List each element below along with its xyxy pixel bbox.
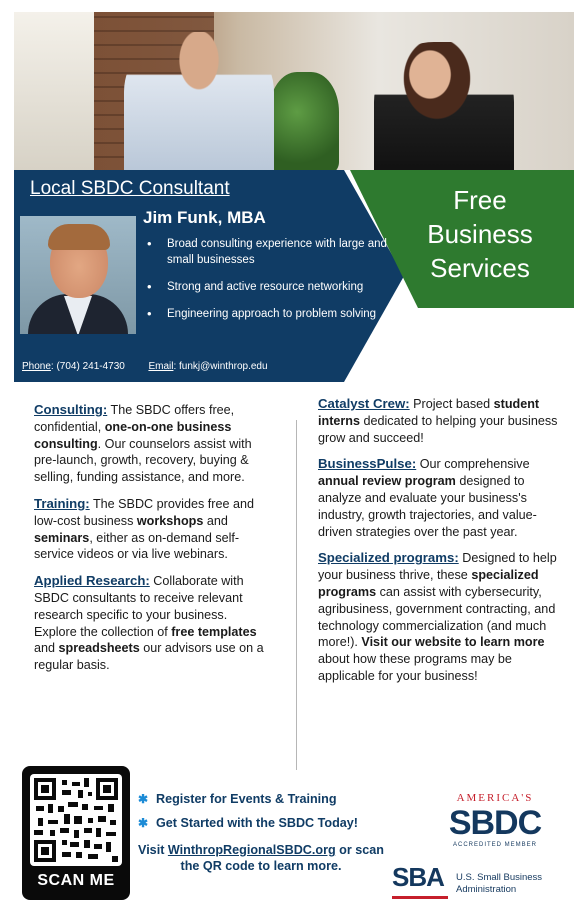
consultant-photo [20, 216, 136, 334]
consulting-heading: Consulting: [34, 402, 108, 417]
research-text: and [34, 641, 59, 656]
sba-line: Administration [456, 884, 517, 895]
phone-number[interactable]: : (704) 241-4730 [50, 361, 125, 372]
pulse-text: designed to analyze and evaluate your business's industry, growth trajectories, and value-driven strategies over the past year. [318, 474, 537, 539]
catalyst-section [318, 396, 562, 446]
sbdc-logo-top: AMERICA'S [456, 792, 534, 804]
email-address[interactable]: : funkj@winthrop.edu [173, 361, 268, 372]
sba-logo-mark: SBA [392, 862, 444, 892]
tagline-line: Services [430, 253, 530, 283]
sbdc-logo-bottom: ACCREDITED MEMBER [452, 842, 537, 848]
research-bold: free templates [171, 624, 257, 639]
visit-suffix: or scan the QR code to learn more. [180, 843, 384, 873]
bullet-item: • Broad consulting experience with large and small businesses [147, 236, 387, 268]
research-section [34, 573, 270, 674]
sbdc-logo-main: SBDC [448, 804, 542, 842]
cta-get-started-label: Get Started with the SBDC Today! [156, 816, 358, 830]
bullet-item: • Strong and active resource networking [147, 279, 387, 295]
training-bold: workshops [136, 513, 204, 528]
research-text: Collaborate with SBDC consultants to receive relevant research specific to your business. Explore the collection of [34, 574, 244, 639]
training-text: The SBDC provides free and low-cost business [34, 496, 254, 528]
consultant-banner-title: Local SBDC Consultant [30, 178, 230, 199]
hero-window [14, 12, 94, 170]
training-text: , either as on-demand self-service videos or via live webinars. [34, 530, 240, 562]
pulse-text: Our comprehensive [416, 457, 530, 472]
catalyst-bold: student interns [318, 397, 540, 428]
consultant-contact [22, 361, 268, 372]
website-link[interactable]: WinthropRegionalSBDC.org [167, 843, 336, 857]
asterisk-bullet-icon: ✱ [138, 792, 149, 806]
phone-label: Phone [22, 361, 51, 372]
consulting-text: The SBDC offers free, confidential, [34, 403, 235, 434]
sba-logo [392, 862, 572, 906]
asterisk-bullet-icon: ✱ [138, 816, 149, 830]
consulting-section [34, 402, 270, 486]
scan-me-label: SCAN ME [37, 872, 115, 889]
consultant-name: Jim Funk, MBA [143, 208, 266, 227]
catalyst-text: Project based [409, 397, 494, 411]
bullet-item: • Engineering approach to problem solving [147, 306, 387, 322]
consulting-text: . Our counselors assist with pre-launch, growth, recovery, buying & selling, funding assistance, and more. [34, 436, 252, 485]
training-section [34, 496, 270, 563]
pulse-section [318, 456, 562, 540]
specialized-bold: specialized programs [318, 568, 539, 599]
cta-item-register[interactable] [138, 792, 388, 806]
catalyst-heading: Catalyst Crew: [318, 396, 410, 411]
sba-logo-text [456, 872, 542, 896]
training-bold: seminars [34, 530, 90, 545]
research-text: our advisors use on a regular basis. [34, 641, 264, 673]
consulting-bold: one-on-one business consulting [34, 419, 232, 451]
visit-prefix: Visit [138, 843, 168, 857]
hero-man-figure [124, 32, 274, 170]
cta-item-get-started[interactable] [138, 816, 388, 830]
specialized-section [318, 550, 562, 684]
column-divider [296, 420, 297, 770]
training-text: and [203, 513, 228, 528]
free-services-heading [400, 183, 560, 285]
hero-woman-figure [374, 42, 514, 170]
photo-hair [48, 224, 110, 250]
tagline-line: Business [427, 219, 533, 249]
services-left-column [34, 402, 270, 684]
qr-code-icon [34, 778, 118, 862]
sba-line: U.S. Small Business [456, 872, 543, 883]
qr-code-block[interactable] [22, 766, 130, 900]
hero-photo [14, 12, 574, 170]
pulse-heading: BusinessPulse: [318, 456, 417, 472]
email-label: Email [148, 361, 174, 372]
qr-code[interactable] [30, 774, 122, 866]
cta-list [138, 792, 388, 840]
americas-sbdc-logo [440, 792, 550, 852]
specialized-website-callout: Visit our website to learn more [361, 635, 545, 650]
research-heading: Applied Research: [34, 573, 150, 589]
cta-register-label: Register for Events & Training [156, 792, 337, 806]
catalyst-text: dedicated to helping your business grow and succeed! [318, 413, 558, 445]
specialized-text: can assist with cybersecurity, agribusiness, government contracting, and technology commercialization (and much more!). [318, 584, 556, 650]
hero-plant [269, 72, 339, 170]
pulse-bold: annual review program [318, 474, 456, 489]
consultant-bullets [147, 236, 387, 333]
services-right-column [318, 396, 562, 695]
specialized-heading: Specialized programs: [318, 550, 459, 566]
research-bold: spreadsheets [58, 641, 140, 656]
sba-logo-bar [392, 896, 448, 899]
visit-website-text [138, 842, 384, 874]
specialized-text: about how these programs may be applicable for your business! [318, 652, 512, 683]
specialized-text: Designed to help your business thrive, these [318, 551, 557, 583]
training-heading: Training: [34, 495, 90, 511]
tagline-line: Free [453, 185, 507, 215]
